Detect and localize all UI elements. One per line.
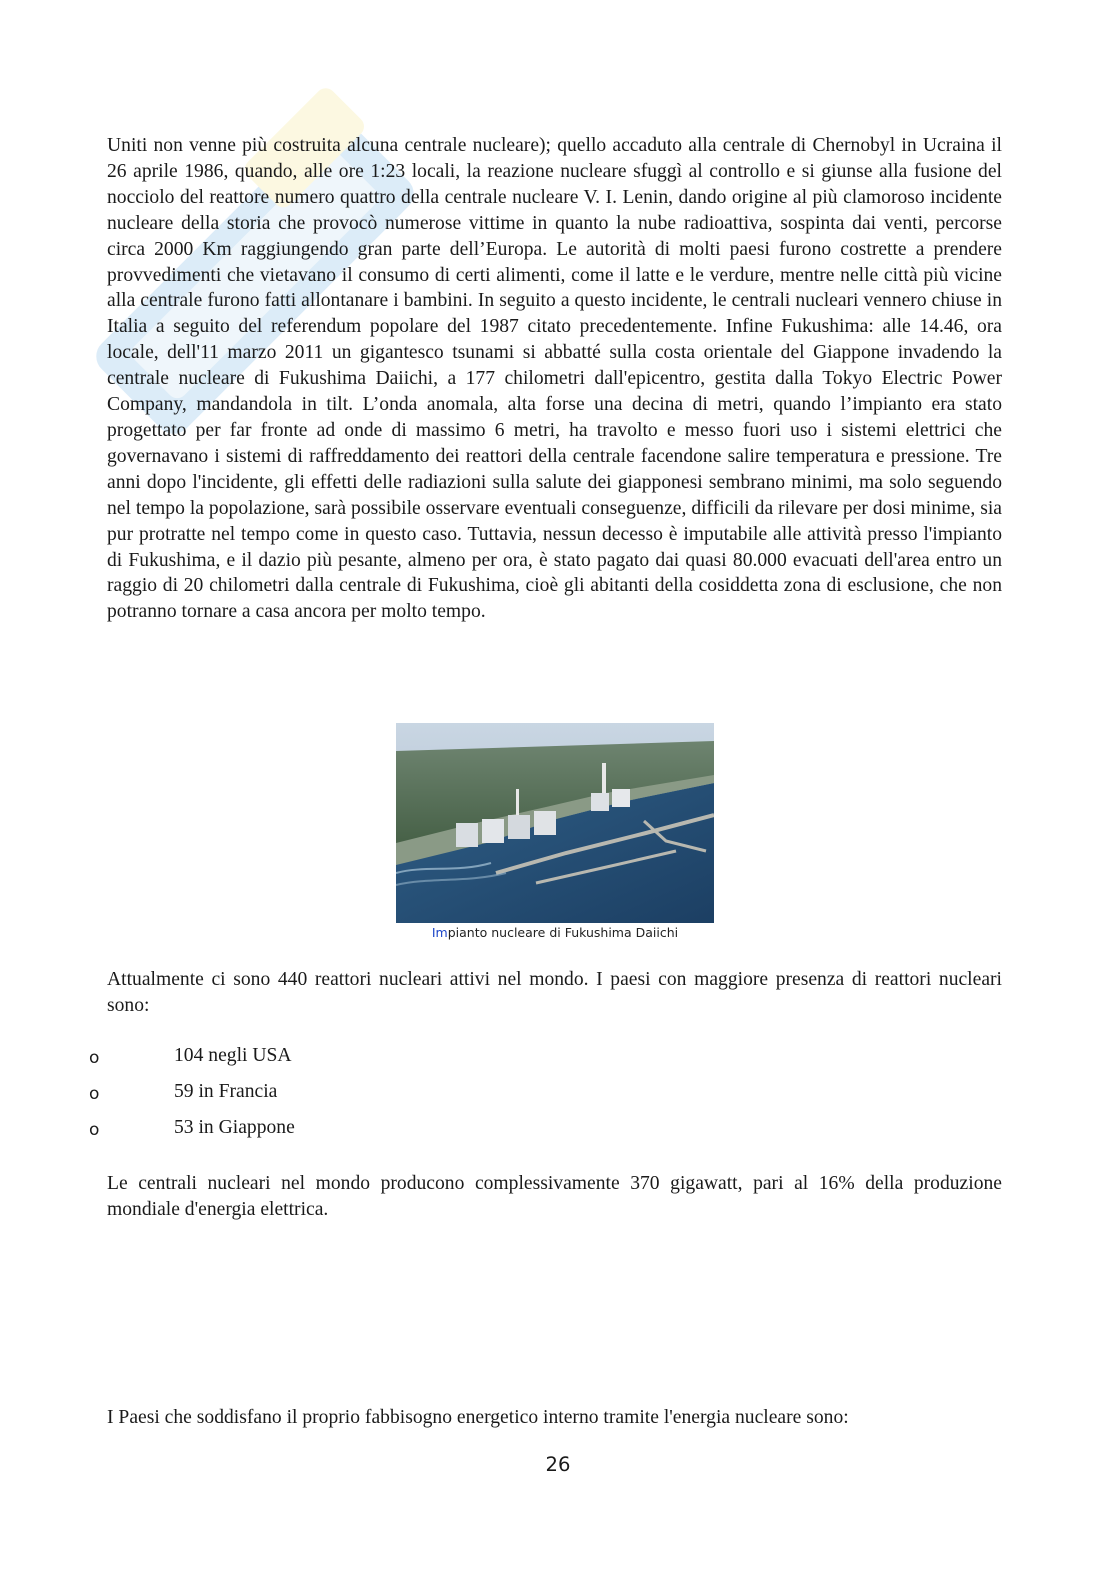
fukushima-plant-photo <box>396 723 714 923</box>
production-paragraph: Le centrali nucleari nel mondo producono complessivamente 370 gigawatt, pari al 16% della produzione mondiale d'energia elettrica. <box>107 1173 1002 1220</box>
caption-text: pianto nucleare di Fukushima Daiichi <box>447 925 679 940</box>
bullet-marker: o <box>89 1084 100 1104</box>
list-item-text: 59 in Francia <box>174 1081 278 1102</box>
bullet-marker: o <box>89 1048 100 1068</box>
list-item <box>0 1078 1116 1114</box>
reactor-country-list <box>0 1042 1116 1150</box>
reactors-intro-paragraph: Attualmente ci sono 440 reattori nucleari attivi nel mondo. I paesi con maggiore presenza di reattori nucleari sono: <box>107 969 1002 1016</box>
list-item-text: 104 negli USA <box>174 1045 292 1066</box>
figure <box>396 723 714 940</box>
page-number: 26 <box>545 1453 571 1476</box>
list-item-text: 53 in Giappone <box>174 1117 295 1138</box>
main-paragraph: Uniti non venne più costruita alcuna centrale nucleare); quello accaduto alla centrale di Chernobyl in Ucraina il 26 aprile 1986, quando, alle ore 1:23 locali, la reazione nucleare sfuggì al controllo e si giunse alla fusione del nocciolo del reattore numero quattro della centrale nucleare V. I. Lenin, dando origine al più clamoroso incidente nucleare della storia che provocò numerose vittime in quanto la nube radioattiva, sospinta dai venti, percorse circa 2000 Km raggiungendo gran parte dell’Europa. Le autorità di molti paesi furono costrette a prendere provvedimenti che vietavano il consumo di certi alimenti, come il latte e le verdure, mentre nelle città più vicine alla centrale furono fatti allontanare i bambini. In seguito a questo incidente, le centrali nucleari vennero chiuse in Italia a seguito del referendum popolare del 1987 citato precedentemente. Infine Fukushima: alle 14.46, ora locale, dell'11 marzo 2011 un gigantesco tsunami si abbatté sulla costa orientale del Giappone invadendo la centrale nucleare di Fukushima Daiichi, a 177 chilometri dall'epicentro, gestita dalla Tokyo Electric Power Company, mandandola in tilt. L’onda anomala, alta forse una decina di metri, quando l’impianto era stato progettato per far fronte ad onde di massimo 6 metri, ha travolto e messo fuori uso i sistemi elettrici che governavano i sistemi di raffreddamento dei reattori della centrale facendone salire temperatura e pressione. Tre anni dopo l'incidente, gli effetti delle radiazioni sulla salute dei giapponesi sembrano minimi, ma solo seguendo nel tempo la popolazione, sarà possibile osservare eventuali conseguenze, difficili da rilevare per dosi minime, sia pur protratte nel tempo come in questo caso. Tuttavia, nessun decesso è imputabile alle attività presso l'impianto di Fukushima, e il dazio più pesante, almeno per ora, è stato pagato dai quasi 80.000 evacuati dell'area entro un raggio di 20 chilometri dalla centrale di Fukushima, cioè gli abitanti della cosiddetta zona di esclusione, che non potranno tornare a casa ancora per molto tempo. <box>107 135 1002 623</box>
list-item <box>0 1042 1116 1078</box>
bullet-marker: o <box>89 1120 100 1140</box>
list-item <box>0 1114 1116 1150</box>
caption-accent-text: Im <box>431 925 448 940</box>
countries-intro-paragraph: I Paesi che soddisfano il proprio fabbisogno energetico interno tramite l'energia nucleare sono: <box>107 1407 849 1428</box>
figure-caption <box>396 925 714 940</box>
